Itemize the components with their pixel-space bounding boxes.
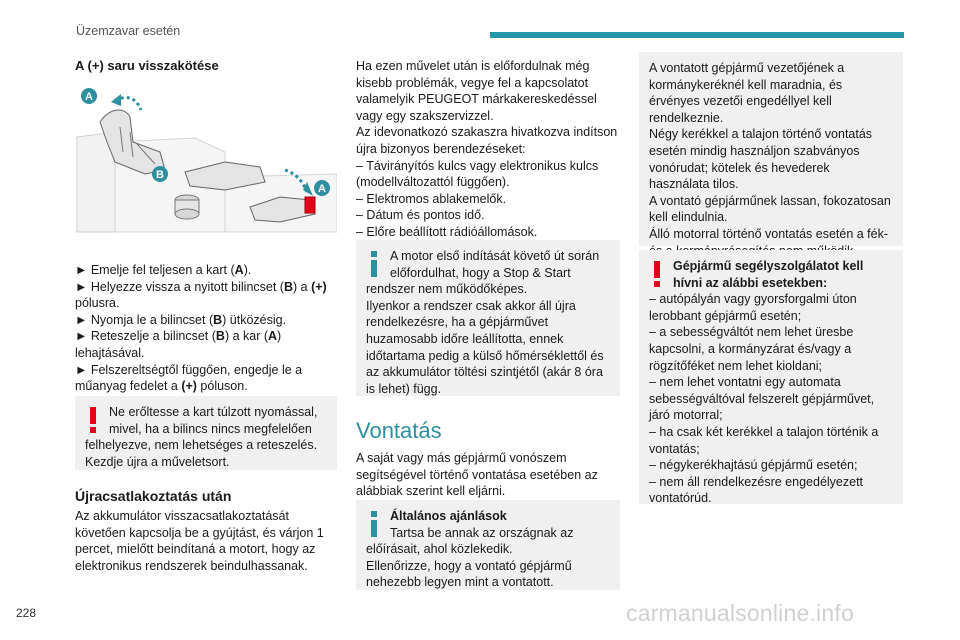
info-first-line: A motor első indítását követő út során előfordulhat, hogy a Stop & Start	[390, 249, 600, 280]
towing-info-box: A vontatott gépjármű vezetőjének a kormánykeréknél kell maradnia, és érvényes vezetői engedéllyel kell rendelkeznie. Négy kerékkel a talajon történő vontatás esetén mindig használjon szabványos vonórudat; kötelek és hevederek használata tilos. A vontató gépjárműnek lassan, fokozatosan kell elindulnia. Álló motorral történő vontatás esetén a fék-	[639, 52, 903, 246]
page-number: 228	[16, 606, 37, 620]
exclamation-icon	[649, 260, 665, 288]
towing-text: A saját vagy más gépjármű vonószem segítségével történő vontatása esetében az alábbiak szerint kell eljárni.	[356, 451, 598, 499]
warning-box-assistance: Gépjármű segélyszolgálatot kell hívni az alábbi esetekben: – autópályán vagy gyorsforgalmi úton lerobbant gépjármű esetén; – a sebességváltót nem lehet üresbe kapcsolni, a kormányzárat és/vagy a rögzítőféket nem lehet kioldani; – nem lehet vontatni egy automata sebességváltóval felszerelt gépjárművet, járó motorral; – ha csak két kerékkel a talajon történik a vontatás; – négykerékhajtású gépjármű esetén; – nem áll rendelkezésre engedélyezett vontatórúd.	[639, 250, 903, 504]
general-title: Általános ajánlások	[390, 509, 507, 523]
step-5: ► Felszereltségtől függően, engedje le a műanyag fedelet a (+) póluson.	[75, 362, 303, 394]
figure-label-a: A	[85, 91, 93, 103]
section-title: A (+) saru visszakötése	[75, 58, 219, 73]
exclamation-icon	[85, 406, 101, 434]
steps-list	[75, 262, 337, 395]
figure-label-b: B	[156, 169, 164, 181]
step-2: ► Helyezze vissza a nyitott bilincset (B) a (+) pólusra.	[75, 279, 327, 311]
header-title: Üzemzavar esetén	[76, 24, 181, 38]
towing-title: Vontatás	[356, 418, 442, 443]
info-box-general: Általános ajánlások Tartsa be annak az országnak az előírásait, ahol közlekedik. Ellenőrizze, hogy a vontató gépjármű nehezebb legyen mint a vontatott.	[356, 500, 620, 590]
warning-first-line: Ne erőltesse a kart túlzott nyomással, mivel, ha a bilincs nincs megfelelően	[109, 405, 318, 436]
info-box-stop-start: A motor első indítását követő út során előfordulhat, hogy a Stop & Start rendszer nem működőképes. Ilyenkor a rendszer csak akkor áll újra rendelkezésre, ha a gépjárművet huzamosabb időre leállította, ennek időtartama pedig a külső hőmérséklettől és az akkumulátor töltési szintjétől (akár 8 óra is lehet) függ.	[356, 240, 620, 396]
step-1: ► Emelje fel teljesen a kart (A).	[75, 263, 252, 277]
assistance-title: Gépjármű segélyszolgálatot kell hívni az alábbi esetekben:	[673, 259, 864, 290]
figure-label-a-second: A	[318, 183, 326, 195]
step-4: ► Reteszelje a bilincset (B) a kar (A) lehajtásával.	[75, 329, 282, 360]
info-icon	[366, 250, 382, 278]
watermark: carmanualsonline.info	[626, 600, 854, 626]
header-accent-bar	[490, 32, 904, 38]
reconnect-text: Az akkumulátor visszacsatlakoztatását követően kapcsolja be a gyújtást, és várjon 1 percet, mielőtt beindítaná a motort, hogy az elektronikus rendszerek beindulhassanak.	[75, 509, 324, 573]
subheading-reconnect: Újracsatlakoztatás után	[75, 488, 232, 504]
step-3: ► Nyomja le a bilincset (B) ütközésig.	[75, 312, 287, 327]
warning-rest: felhelyezve, nem lehetséges a reteszelés. Kezdje újra a műveletsort.	[85, 438, 318, 469]
warning-box	[75, 396, 337, 470]
info-icon	[366, 510, 382, 538]
intro-text: Ha ezen művelet után is előfordulnak még kisebb problémák, vegye fel a kapcsolatot valamelyik PEUGEOT márkakereskedéssel vagy egy szakszervizzel. Az idevonatkozó szakaszra hivatkozva indítson újra bizonyos berendezéseket: – Távirányítós kulcs vagy elektronikus kulcs (modellváltozattól függően). – Elektromos ablakemelők. – Dátum és pontos idő. – Előre beállított rádióállomások.	[356, 59, 618, 239]
battery-clamp-illustration	[75, 82, 337, 242]
